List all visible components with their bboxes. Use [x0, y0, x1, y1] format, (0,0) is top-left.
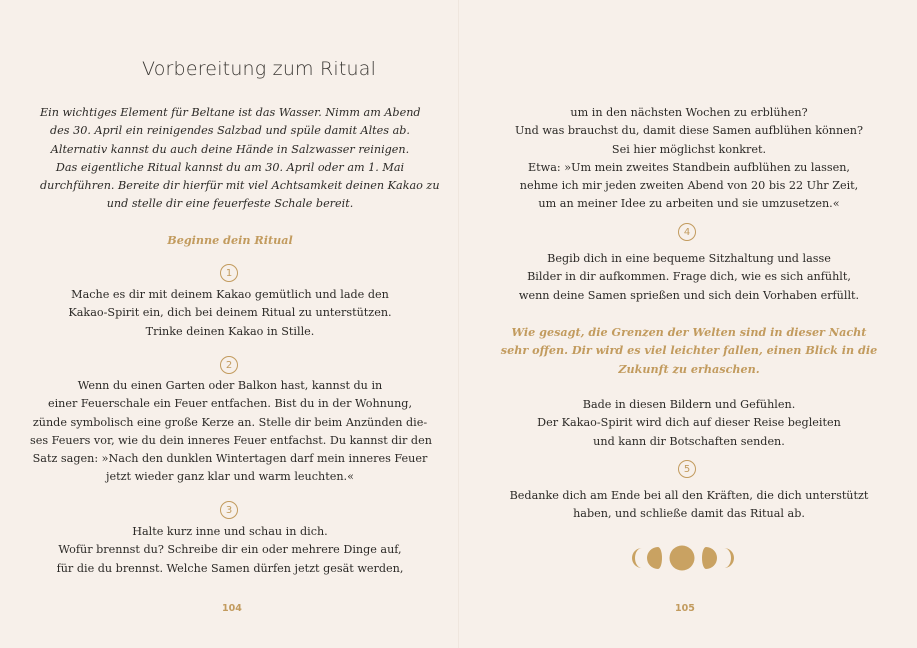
intro-line: Alternativ kannst du auch deine Hände in Salzwasser reinigen.: [50, 142, 410, 156]
step-number-badge: 4: [678, 223, 696, 241]
page-number: 104: [222, 603, 242, 614]
step3-line: Halte kurz inne und schau in dich.: [132, 525, 328, 538]
step2-line: einer Feuerschale ein Feuer entfachen. Bist du in der Wohnung,: [47, 397, 413, 411]
step5-line: haben, und schließe damit das Ritual ab.: [573, 507, 805, 521]
step-number-badge: 5: [678, 460, 696, 478]
step4-line: Begib dich in eine bequeme Sitzhaltung und lasse: [547, 252, 831, 265]
step1-line: Mache es dir mit deinem Kakao gemütlich und lade den: [71, 288, 389, 301]
quote-line: Zukunft zu erhaschen.: [618, 361, 760, 376]
page-title: Vorbereitung zum Ritual: [142, 58, 377, 80]
intro-line: des 30. April ein reinigendes Salzbad und spüle damit Altes ab.: [50, 124, 410, 138]
step1-line: Kakao-Spirit ein, dich bei deinem Ritual zu unterstützen.: [68, 306, 392, 320]
step4-cont-line: und kann dir Botschaften senden.: [593, 434, 785, 448]
intro-paragraph: [40, 104, 440, 214]
step3-line: Wofür brennst du? Schreibe dir ein oder mehrere Dinge auf,: [58, 543, 402, 557]
step3-continued-paragraph: [489, 104, 889, 214]
step5-line: Bedanke dich am Ende bei all den Kräften, die dich unterstützt: [509, 489, 869, 502]
step4-paragraph: [489, 250, 889, 305]
intro-line: durchführen. Bereite dir hierfür mit viel Achtsamkeit deinen Kakao zu: [40, 179, 440, 193]
step3-cont-line: Und was brauchst du, damit diese Samen aufblühen können?: [515, 124, 863, 138]
step2-line: Wenn du einen Garten oder Balkon hast, kannst du in: [77, 379, 383, 392]
left-page: [0, 0, 458, 648]
step-number-badge: 2: [220, 356, 238, 374]
step3-cont-line: nehme ich mir jeden zweiten Abend von 20 bis 22 Uhr Zeit,: [519, 179, 859, 193]
step5-paragraph: [489, 487, 889, 524]
step2-line: Satz sagen: »Nach den dunklen Wintertagen darf mein inneres Feuer: [32, 452, 428, 466]
moon-phases-icon: [630, 544, 740, 576]
step2-line: ses Feuers vor, wie du dein inneres Feuer entfachst. Du kannst dir den: [30, 433, 432, 447]
step4-line: wenn deine Samen sprießen und sich dein Vorhaben erfüllt.: [518, 288, 860, 302]
right-page: [459, 0, 917, 648]
step3-paragraph: [40, 523, 420, 578]
step3-cont-line: Etwa: »Um mein zweites Standbein aufblühen zu lassen,: [528, 160, 850, 174]
step3-cont-line: Sei hier möglichst konkret.: [611, 142, 767, 156]
step2-line: zünde symbolisch eine große Kerze an. Stelle dir beim Anzünden die-: [32, 415, 428, 429]
intro-line: Ein wichtiges Element für Beltane ist das Wasser. Nimm am Abend: [40, 106, 421, 119]
step-number-badge: 1: [220, 264, 238, 282]
step4-cont-line: Bade in diesen Bildern und Gefühlen.: [582, 398, 796, 411]
quote-line: sehr offen. Dir wird es viel leichter fallen, einen Blick in die: [500, 343, 878, 358]
quote-paragraph: [489, 323, 889, 378]
step1-line: Trinke deinen Kakao in Stille.: [145, 324, 315, 338]
step2-line: jetzt wieder ganz klar und warm leuchten.«: [106, 470, 354, 484]
step-number-badge: 3: [220, 501, 238, 519]
step3-cont-line: um in den nächsten Wochen zu erblühen?: [570, 106, 808, 119]
step1-paragraph: [40, 286, 420, 341]
intro-line: und stelle dir eine feuerfeste Schale bereit.: [106, 197, 354, 211]
step2-paragraph: [30, 377, 430, 487]
step4-line: Bilder in dir aufkommen. Frage dich, wie es sich anfühlt,: [527, 270, 851, 284]
step4-cont-line: Der Kakao-Spirit wird dich auf dieser Reise begleiten: [537, 416, 841, 430]
quote-line: Wie gesagt, die Grenzen der Welten sind in dieser Nacht: [511, 325, 867, 339]
page-number: 105: [675, 603, 695, 614]
intro-line: Das eigentliche Ritual kannst du am 30. April oder am 1. Mai: [55, 160, 405, 174]
step3-cont-line: um an meiner Idee zu arbeiten und sie umzusetzen.«: [538, 197, 840, 211]
step4-continued-paragraph: [489, 396, 889, 451]
subheading: Beginne dein Ritual: [167, 233, 293, 247]
step3-line: für die du brennst. Welche Samen dürfen jetzt gesät werden,: [56, 561, 404, 575]
